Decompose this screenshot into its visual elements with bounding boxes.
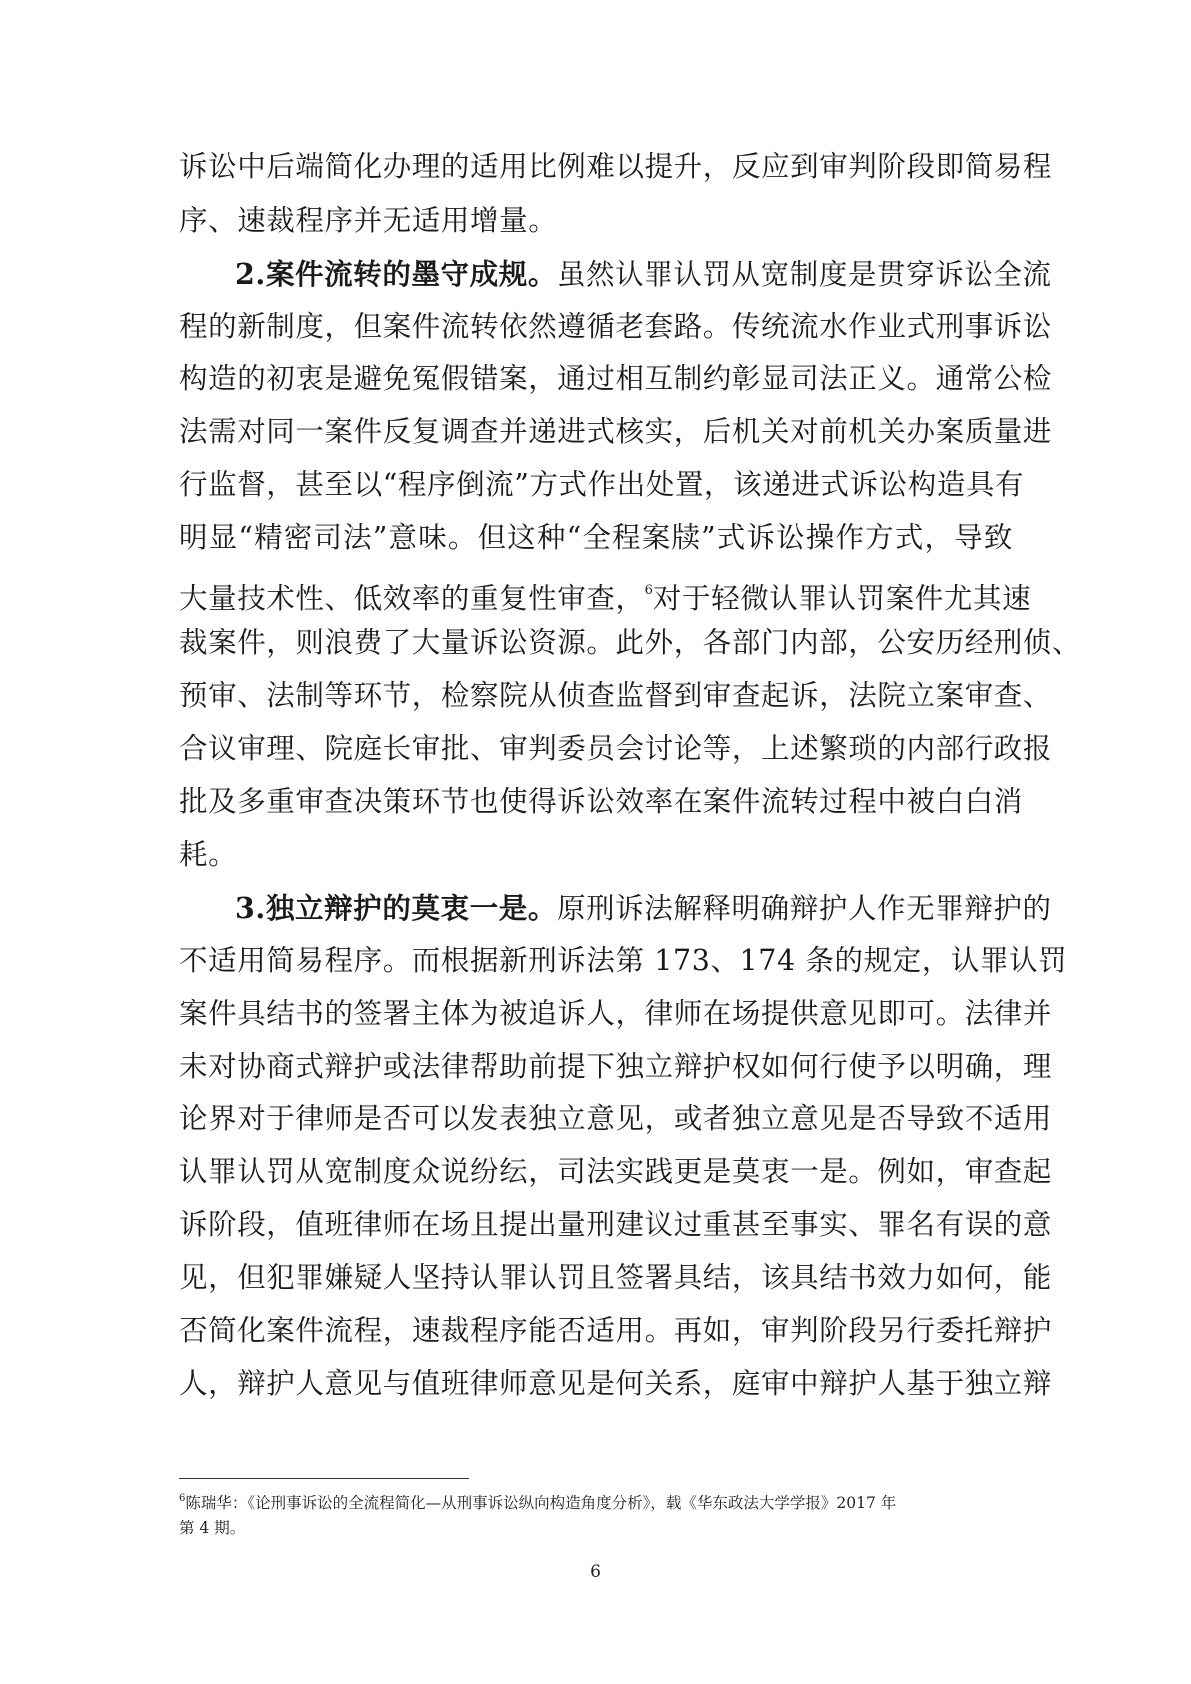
footnote-line-2: 第 4 期。 xyxy=(179,1519,246,1537)
paragraph-2-line-7 xyxy=(179,571,1032,615)
footnote-divider xyxy=(179,1478,469,1479)
paragraph-3-line-7: 诉阶段，值班律师在场且提出量刑建议过重甚至事实、罪名有误的意 xyxy=(179,1208,1053,1241)
paragraph-2-line-8: 裁案件，则浪费了大量诉讼资源。此外，各部门内部，公安历经刑侦、 xyxy=(179,626,1082,659)
paragraph-3-line-6: 认罪认罚从宽制度众说纷纭，司法实践更是莫衷一是。例如，审查起 xyxy=(179,1155,1053,1188)
paragraph-2-line-7-b: 对于轻微认罪认罚案件尤其速 xyxy=(652,582,1032,615)
paragraph-3-line-4: 未对协商式辩护或法律帮助前提下独立辩护权如何行使予以明确，理 xyxy=(179,1050,1053,1083)
paragraph-2-line-2: 程的新制度，但案件流转依然遵循老套路。传统流水作业式刑事诉讼 xyxy=(179,310,1053,343)
paragraph-3-line-8: 见，但犯罪嫌疑人坚持认罪认罚且签署具结，该具结书效力如何，能 xyxy=(179,1261,1053,1294)
paragraph-2-line-1 xyxy=(235,254,1052,294)
paragraph-2-line-7-a: 大量技术性、低效率的重复性审查， xyxy=(179,582,645,615)
section-heading-2: 2.案件流转的墨守成规。 xyxy=(235,257,557,291)
paragraph-3-line-1 xyxy=(235,888,1052,928)
paragraph-1-line-1: 诉讼中后端简化办理的适用比例难以提升，反应到审判阶段即简易程 xyxy=(179,150,1053,183)
paragraph-2-line-6: 明显“精密司法”意味。但这种“全程案牍”式诉讼操作方式，导致 xyxy=(179,521,1013,554)
footnote-text: 陈瑞华：《论刑事诉讼的全流程简化—从刑事诉讼纵向构造角度分析》，载《华东政法大学学报》2017 年 xyxy=(185,1494,897,1512)
paragraph-3-line-9: 否简化案件流程，速裁程序能否适用。再如，审判阶段另行委托辩护 xyxy=(179,1314,1053,1347)
paragraph-1-line-2: 序、速裁程序并无适用增量。 xyxy=(179,204,558,237)
paragraph-3-line-5: 论界对于律师是否可以发表独立意见，或者独立意见是否导致不适用 xyxy=(179,1102,1053,1135)
footnote-line-1 xyxy=(179,1486,1013,1516)
paragraph-3-line-10: 人，辩护人意见与值班律师意见是何关系，庭审中辩护人基于独立辩 xyxy=(179,1367,1053,1400)
paragraph-3-line-2: 不适用简易程序。而根据新刑诉法第 173、174 条的规定，认罪认罚 xyxy=(179,944,1068,977)
page-number: 6 xyxy=(590,1562,601,1582)
section-heading-3: 3.独立辩护的莫衷一是。 xyxy=(235,891,557,925)
footnote-marker: 6 xyxy=(179,1493,186,1504)
footnote-reference[interactable]: 6 xyxy=(644,583,653,598)
paragraph-2-line-9: 预审、法制等环节，检察院从侦查监督到审查起诉，法院立案审查、 xyxy=(179,679,1053,712)
paragraph-2-line-4: 法需对同一案件反复调查并递进式核实，后机关对前机关办案质量进 xyxy=(179,415,1053,448)
paragraph-2-line-10: 合议审理、院庭长审批、审判委员会讨论等，上述繁琐的内部行政报 xyxy=(179,732,1053,765)
footnote xyxy=(179,1486,1013,1541)
paragraph-2-line-11: 批及多重审查决策环节也使得诉讼效率在案件流转过程中被白白消 xyxy=(179,785,1023,818)
paragraph-3-line-3: 案件具结书的签署主体为被追诉人，律师在场提供意见即可。法律并 xyxy=(179,997,1053,1030)
paragraph-2-line-1-text: 虽然认罪认罚从宽制度是贯穿诉讼全流 xyxy=(556,258,1052,291)
paragraph-3-line-1-text: 原刑诉法解释明确辩护人作无罪辩护的 xyxy=(556,892,1052,925)
paragraph-2-line-3: 构造的初衷是避免冤假错案，通过相互制约彰显司法正义。通常公检 xyxy=(179,362,1053,395)
paragraph-2-line-12: 耗。 xyxy=(179,838,238,871)
paragraph-2-line-5: 行监督，甚至以“程序倒流”方式作出处置，该递进式诉讼构造具有 xyxy=(179,468,1025,501)
